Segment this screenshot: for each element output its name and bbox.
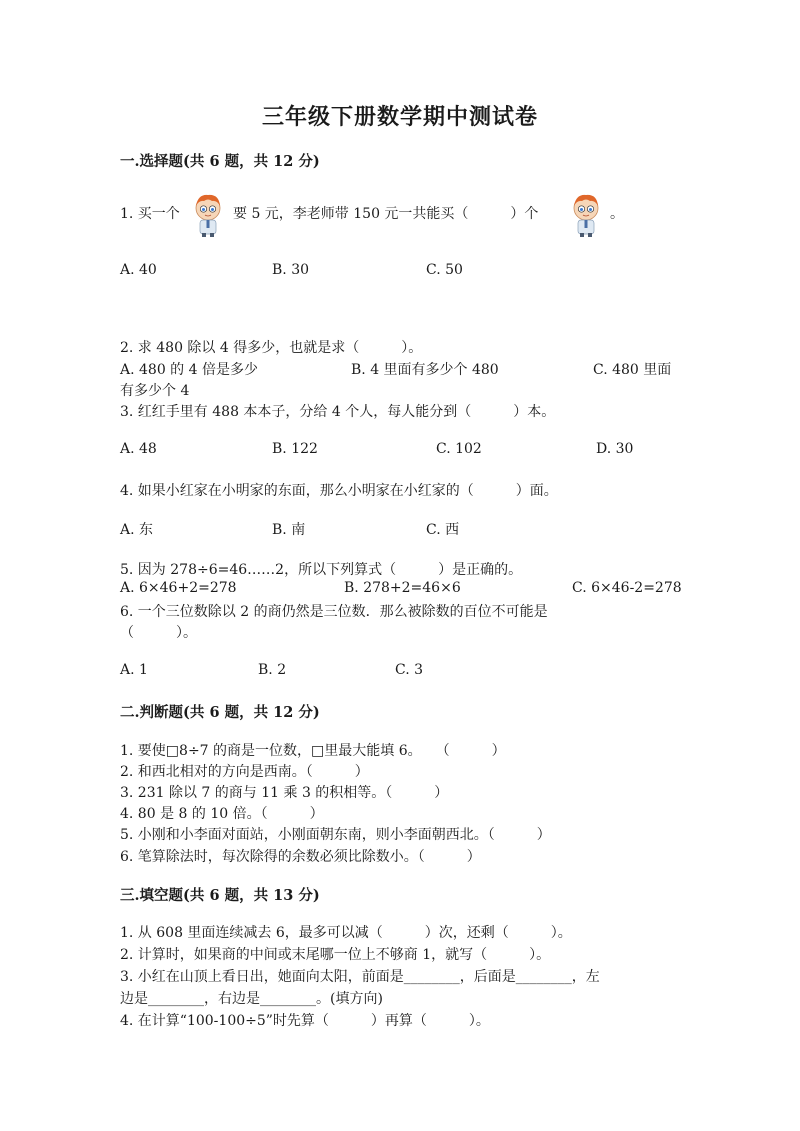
fill-blank-question: 4. 在计算“100-100÷5”时先算（ ）再算（ ）。 (120, 1013, 490, 1029)
question-1-text-after: 。 (610, 206, 624, 222)
option-b: B. 2 (258, 662, 287, 678)
option-a: A. 480 的 4 倍是多少 (120, 362, 258, 378)
fill-blank-question-wrap: 边是________，右边是________。(填方向) (120, 991, 383, 1007)
judgment-question: 3. 231 除以 7 的商与 11 乘 3 的积相等。（ ） (120, 785, 449, 801)
option-b: B. 南 (272, 522, 306, 538)
option-b: B. 30 (272, 262, 310, 278)
fill-blank-question: 1. 从 608 里面连续减去 6，最多可以减（ ）次，还剩（ ）。 (120, 925, 572, 941)
option-a: A. 1 (120, 662, 148, 678)
boy-figure-icon (190, 192, 226, 238)
option-d: D. 30 (596, 441, 634, 457)
judgment-question: 2. 和西北相对的方向是西南。（ ） (120, 764, 369, 780)
option-c: C. 50 (426, 262, 463, 278)
option-b: B. 278+2=46×6 (344, 580, 461, 596)
judgment-question: 6. 笔算除法时，每次除得的余数必须比除数小。（ ） (120, 849, 481, 865)
fill-blank-question: 3. 小红在山顶上看日出，她面向太阳，前面是________，后面是________，左 (120, 969, 600, 985)
option-c: C. 6×46-2=278 (572, 580, 682, 596)
option-c: C. 102 (436, 441, 482, 457)
option-a: A. 6×46+2=278 (120, 580, 237, 596)
question-5-text: 5. 因为 278÷6=46……2，所以下列算式（ ）是正确的。 (120, 562, 523, 578)
option-a: A. 48 (120, 441, 157, 457)
question-6-text: 6. 一个三位数除以 2 的商仍然是三位数．那么被除数的百位不可能是 (120, 604, 548, 620)
question-6-text-wrap: （ ）。 (120, 625, 197, 641)
option-a: A. 40 (120, 262, 157, 278)
option-c-wrap: 有多少个 4 (120, 383, 190, 399)
judgment-question: 4. 80 是 8 的 10 倍。（ ） (120, 806, 324, 822)
section-heading-choice: 一.选择题(共 6 题，共 12 分) (120, 153, 320, 170)
question-1-text-before: 1. 买一个 (120, 206, 180, 222)
question-2-text: 2. 求 480 除以 4 得多少，也就是求（ ）。 (120, 340, 423, 356)
judgment-question: 5. 小刚和小李面对面站，小刚面朝东南，则小李面朝西北。（ ） (120, 827, 551, 843)
section-heading-fill-blank: 三.填空题(共 6 题，共 13 分) (120, 887, 320, 904)
boy-figure-icon (568, 192, 604, 238)
question-1-text-middle: 要 5 元，李老师带 150 元一共能买（ ）个 (233, 206, 539, 222)
option-b: B. 4 里面有多少个 480 (351, 362, 499, 378)
question-4-text: 4. 如果小红家在小明家的东面，那么小明家在小红家的（ ）面。 (120, 483, 558, 499)
option-b: B. 122 (272, 441, 318, 457)
option-a: A. 东 (120, 522, 154, 538)
option-c: C. 480 里面 (593, 362, 672, 378)
judgment-question: 1. 要使□8÷7 的商是一位数，□里最大能填 6。 （ ） (120, 743, 506, 759)
option-c: C. 3 (395, 662, 424, 678)
fill-blank-question: 2. 计算时，如果商的中间或末尾哪一位上不够商 1，就写（ ）。 (120, 947, 551, 963)
section-heading-judgment: 二.判断题(共 6 题，共 12 分) (120, 704, 320, 721)
option-c: C. 西 (426, 522, 460, 538)
page-title: 三年级下册数学期中测试卷 (261, 104, 538, 130)
question-3-text: 3. 红红手里有 488 本本子，分给 4 个人，每人能分到（ ）本。 (120, 404, 556, 420)
